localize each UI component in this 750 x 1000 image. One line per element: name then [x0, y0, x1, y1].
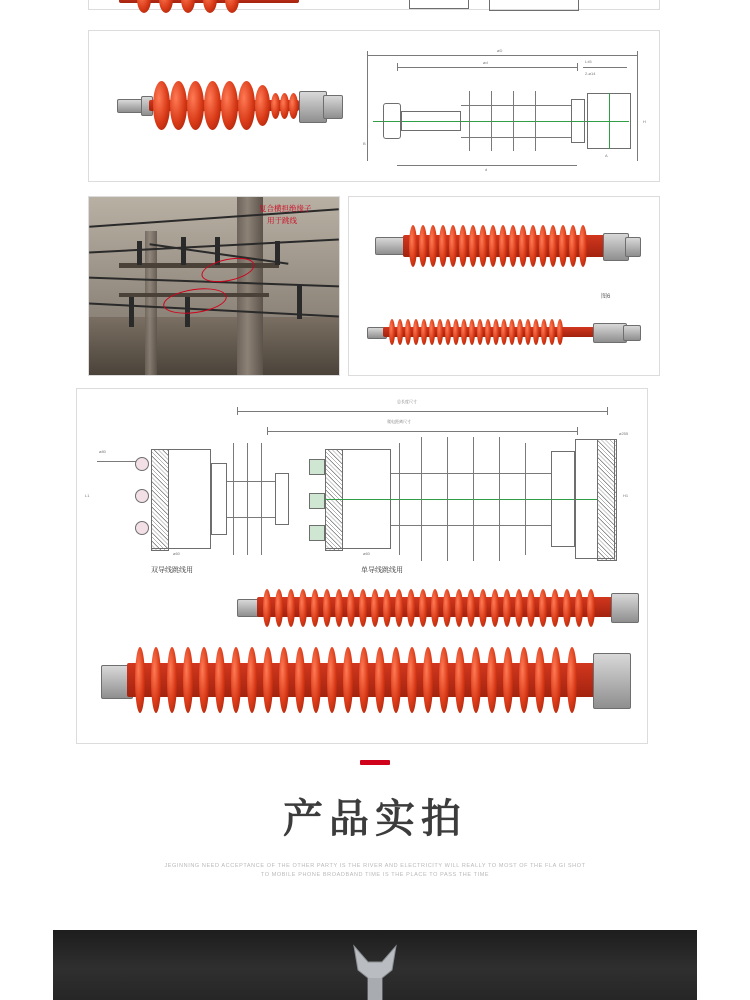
title-accent-bar [360, 760, 390, 765]
panel-top-clipped [88, 0, 660, 10]
section-subtitle [0, 862, 750, 880]
panel-large-drawings [76, 388, 648, 744]
dim-creepage: 爬电距离尺寸 [387, 419, 411, 424]
section-subtitle-line2: TO MOBILE PHONE BROADBAND TIME IS THE PLACE TO PASS THE TIME [260, 872, 490, 878]
panel-red-products [348, 196, 660, 376]
pole-annotation-line1: 复合横担绝缘子 [259, 204, 312, 213]
label-double-conductor: 双导线跳线用 [151, 566, 193, 574]
panel-pole-photo [88, 196, 340, 376]
section-subtitle-line1: JEGINNING NEED ACCEPTANCE OF THE OTHER PARTY IS THE RIVER AND ELECTRICITY WILL REALLY TO MOST OF THE FLA GI SHOT [164, 863, 586, 869]
panel-insulator-drawing [88, 30, 660, 182]
cad-large-drawing: 总长度尺寸 爬电距离尺寸 ø80 L1 ø60 双导线跳线用 ø255 H1 ø60 单导线跳线用 [85, 399, 629, 574]
bottom-product-photo [53, 930, 697, 1000]
watermark-label: 图6 [601, 294, 611, 300]
metal-fitting-icon [348, 944, 402, 1000]
label-single-conductor: 单导线跳线用 [361, 566, 403, 574]
cad-dimension-drawing: øD ød L±5 2-ø14 H d A B [363, 48, 646, 172]
dim-total-length: 总长度尺寸 [397, 399, 417, 404]
section-title-block [0, 760, 750, 880]
pole-annotation-line2: 用于跳线 [267, 216, 297, 225]
section-heading: 产品实拍 [283, 796, 467, 842]
